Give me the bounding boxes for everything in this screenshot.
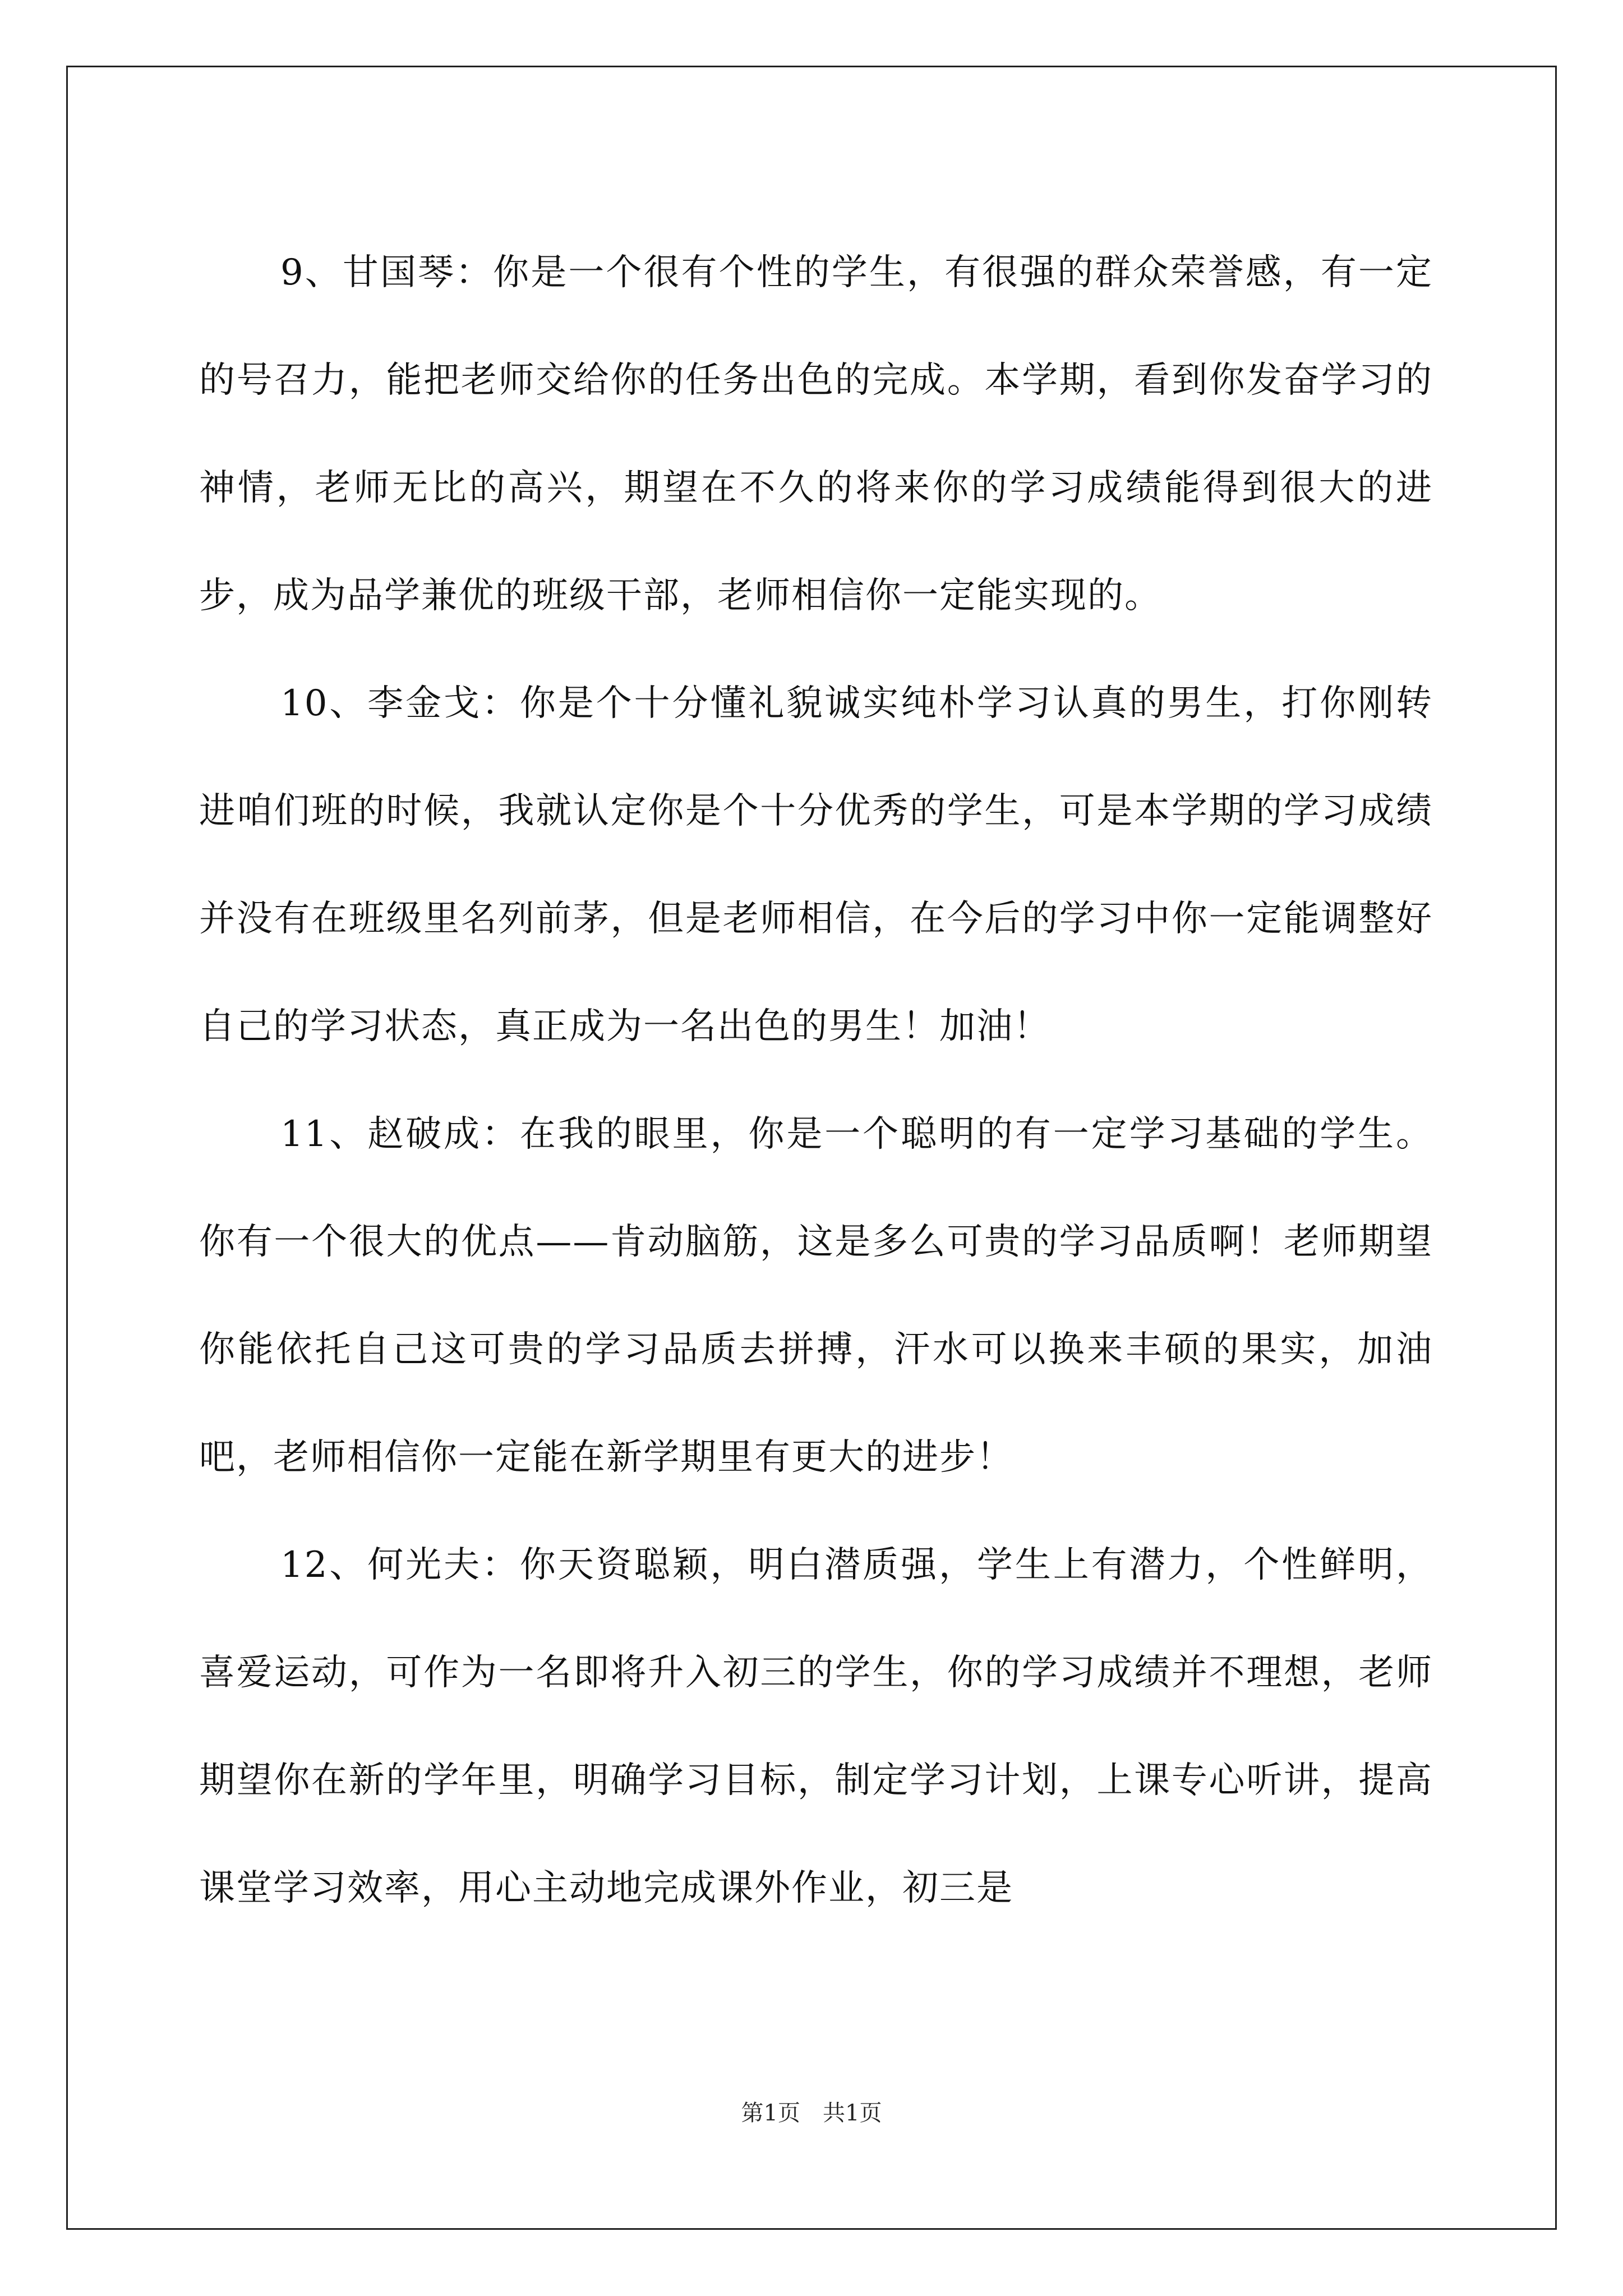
comment-paragraph-10: 10、李金戈：你是个十分懂礼貌诚实纯朴学习认真的男生，打你刚转进咱们班的时候，我就认定你是个十分优秀的学生，可是本学期的学习成绩并没有在班级里名列前茅，但是老师相信，在今后的学习中你一定能调整好自己的学习状态，真正成为一名出色的男生！加油！ bbox=[199, 683, 1433, 1047]
page-footer: 第1页 共1页 bbox=[741, 2100, 882, 2126]
comment-paragraph-9: 9、甘国琴：你是一个很有个性的学生，有很强的群众荣誉感，有一定的号召力，能把老师交给你的任务出色的完成。本学期，看到你发奋学习的神情，老师无比的高兴，期望在不久的将来你的学习成绩能得到很大的进步，成为品学兼优的班级干部，老师相信你一定能实现的。 bbox=[199, 252, 1433, 616]
document-body bbox=[199, 219, 1433, 1942]
comment-paragraph-11: 11、赵破成：在我的眼里，你是一个聪明的有一定学习基础的学生。你有一个很大的优点——肯动脑筋，这是多么可贵的学习品质啊！老师期望你能依托自己这可贵的学习品质去拼搏，汗水可以换来丰硕的果实，加油吧，老师相信你一定能在新学期里有更大的进步！ bbox=[199, 1114, 1433, 1478]
comment-paragraph-12: 12、何光夫：你天资聪颖，明白潜质强，学生上有潜力，个性鲜明，喜爱运动，可作为一名即将升入初三的学生，你的学习成绩并不理想，老师期望你在新的学年里，明确学习目标，制定学习计划，上课专心听讲，提高课堂学习效率，用心主动地完成课外作业，初三是 bbox=[199, 1544, 1433, 1909]
